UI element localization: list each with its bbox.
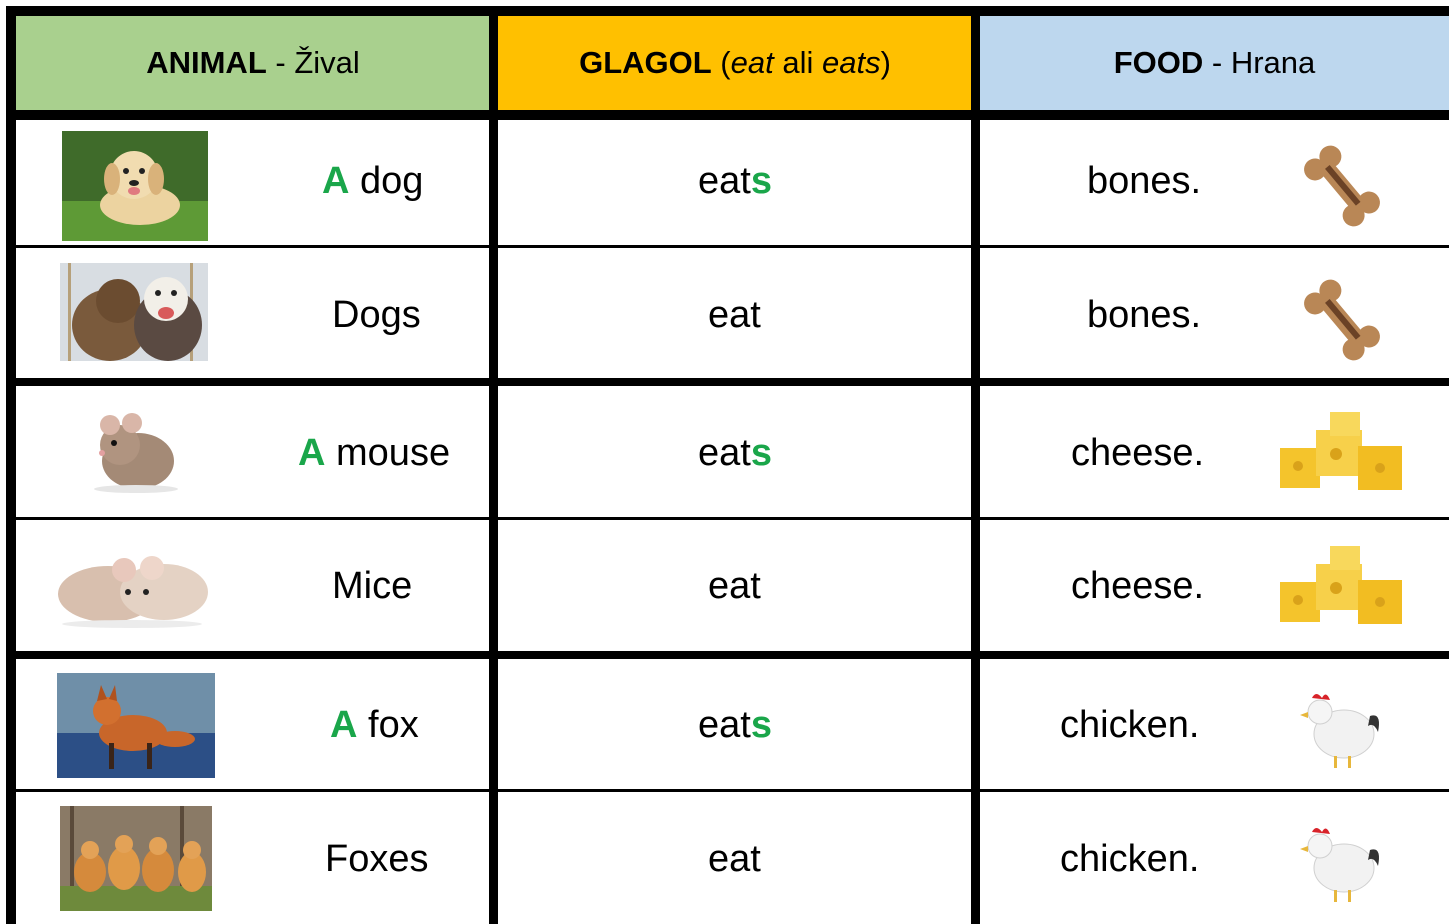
verb-suffix-3: s [750,432,772,474]
border-group-1 [6,378,1449,386]
food-5: chicken. [1060,704,1200,746]
header-verb-or: ali [773,45,822,80]
animal-3: mouse [336,432,451,474]
verb-label-5 [698,704,772,747]
chicken-photo [1296,682,1386,774]
food-label-5 [1060,704,1199,747]
food-label-6 [1060,838,1199,881]
verb-label-1 [698,160,772,203]
header-animal-bold: ANIMAL [146,45,267,80]
food-3: cheese. [1071,432,1205,474]
verb-5: eat [698,704,751,746]
divider-row-1 [6,245,1449,248]
header-verb [498,16,972,110]
verb-2: eat [708,294,761,336]
animal-1: dog [360,160,424,202]
mouse-photo [76,403,186,499]
animal-2: Dogs [332,294,421,336]
animal-label-3 [298,432,450,475]
dogs-photo [60,263,208,361]
header-animal [16,16,490,110]
verb-suffix-1: s [750,160,772,202]
verb-suffix-5: s [750,704,772,746]
header-food-bold: FOOD [1113,45,1204,80]
header-verb-eat: eat [730,45,774,80]
fox-photo [57,673,215,778]
dog-photo [62,131,208,241]
food-label-2 [1087,294,1201,337]
food-label-3 [1071,432,1204,475]
animal-label-6 [325,838,428,881]
header-verb-paren-close: ) [880,45,891,80]
animal-6: Foxes [325,838,429,880]
article-1: A [322,160,350,202]
article-5: A [330,704,358,746]
divider-row-5 [6,789,1449,792]
mice-photo [50,542,212,628]
header-verb-paren-open: ( [711,45,731,80]
border-col-2 [971,6,980,924]
border-left [6,6,16,924]
header-verb-bold: GLAGOL [579,45,712,80]
verb-label-2 [708,294,761,337]
verb-1: eat [698,160,751,202]
food-4: cheese. [1071,565,1205,607]
header-verb-eats: eats [821,45,881,80]
animal-label-4 [332,565,412,608]
border-header [6,110,1449,120]
food-label-1 [1087,160,1201,203]
header-animal-rest: - Žival [266,45,360,80]
cheese-photo [1276,544,1408,636]
food-label-4 [1071,565,1204,608]
bone-photo [1292,136,1392,236]
animal-4: Mice [332,565,413,607]
divider-row-3 [6,517,1449,520]
verb-3: eat [698,432,751,474]
border-col-1 [489,6,498,924]
animal-label-5 [330,704,419,747]
border-group-2 [6,651,1449,659]
food-2: bones. [1087,294,1202,336]
animal-5: fox [368,704,419,746]
verb-6: eat [708,838,761,880]
foxes-photo [60,806,212,911]
bone-photo [1292,270,1392,370]
animal-label-2 [332,294,421,337]
header-food [980,16,1449,110]
cheese-photo [1276,410,1408,502]
animal-label-1 [322,160,423,203]
verb-label-3 [698,432,772,475]
verb-label-6 [708,838,761,881]
article-3: A [298,432,326,474]
food-6: chicken. [1060,838,1200,880]
verb-4: eat [708,565,761,607]
header-food-rest: - Hrana [1203,45,1316,80]
chicken-photo [1296,816,1386,908]
verb-label-4 [708,565,761,608]
food-1: bones. [1087,160,1202,202]
border-top [6,6,1449,16]
